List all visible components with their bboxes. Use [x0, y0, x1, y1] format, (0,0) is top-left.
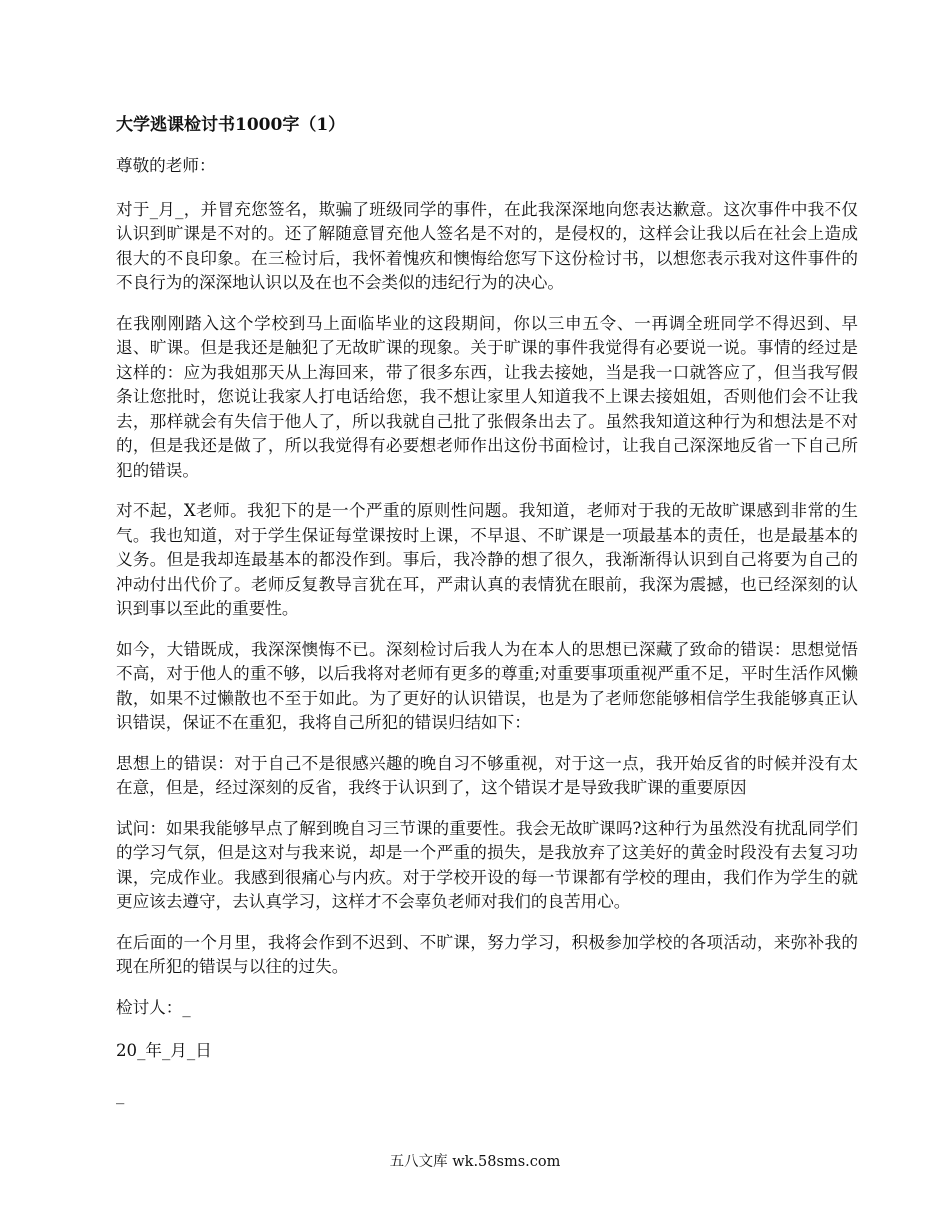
paragraph-6: 试问：如果我能够早点了解到晚自习三节课的重要性。我会无故旷课吗?这种行为虽然没有扰乱同学们的学习气氛，但是这对与我来说，却是一个严重的损失，是我放弃了这美好的黄金时段没有去复习功课，完成作业。我感到很痛心与内疚。对于学校开设的每一节课都有学校的理由，我们作为学生的就更应该去遵守，去认真学习，这样才不会辜负老师对我们的良苦用心。 — [116, 818, 858, 911]
date-line: 20_年_月_日 — [116, 1041, 212, 1060]
document-body — [116, 114, 858, 1126]
paragraph-3: 对不起，X老师。我犯下的是一个严重的原则性问题。我知道，老师对于我的无故旷课感到非常的生气。我也知道，对于学生保证每堂课按时上课，不早退、不旷课是一项最基本的责任，也是最基本的义务。但是我却连最基本的都没作到。事后，我冷静的想了很久，我渐渐得认识到自己将要为自己的冲动付出代价了。老师反复教导言犹在耳，严肃认真的表情犹在眼前，我深为震撼，也已经深刻的认识到事以至此的重要性。 — [116, 501, 858, 618]
signer-line: 检讨人：_ — [116, 997, 191, 1017]
paragraph-5: 思想上的错误：对于自己不是很感兴趣的晚自习不够重视，对于这一点，我开始反省的时候并没有太在意，但是，经过深刻的反省，我终于认识到了，这个错误才是导致我旷课的重要原因 — [116, 753, 858, 797]
paragraph-2: 在我刚刚踏入这个学校到马上面临毕业的这段期间，你以三申五令、一再调全班同学不得迟到、早退、旷课。但是我还是触犯了无故旷课的现象。关于旷课的事件我觉得有必要说一说。事情的经过是这样的：应为我姐那天从上海回来，带了很多东西，让我去接她，当是我一口就答应了，但当我写假条让您批时，您说让我家人打电话给您，我不想让家里人知道我不上课去接姐姐，否则他们会不让我去，那样就会有失信于他人了，所以我就自己批了张假条出去了。虽然我知道这种行为和想法是不对的，但是我还是做了，所以我觉得有必要想老师作出这份书面检讨，让我自己深深地反省一下自己所犯的错误。 — [116, 313, 858, 480]
footer-watermark: 五八文库 wk.58sms.com — [389, 1154, 561, 1170]
trailing-mark: _ — [116, 1084, 125, 1104]
paragraph-1: 对于_月_，并冒充您签名，欺骗了班级同学的事件，在此我深深地向您表达歉意。这次事件中我不仅认识到旷课是不对的。还了解随意冒充他人签名是不对的，是侵权的，这样会让我以后在社会上造成很大的不良印象。在三检讨后，我怀着愧疚和懊悔给您写下这份检讨书，以想您表示我对这件事件的不良行为的深深地认识以及在也不会类似的违纪行为的决心。 — [116, 199, 858, 292]
paragraph-4: 如今，大错既成，我深深懊悔不已。深刻检讨后我人为在本人的思想已深藏了致命的错误：思想觉悟不高，对于他人的重不够，以后我将对老师有更多的尊重;对重要事项重视严重不足，平时生活作风懒散，如果不过懒散也不至于如此。为了更好的认识错误，也是为了老师您能够相信学生我能够真正认识错误，保证不在重犯，我将自己所犯的错误归结如下： — [116, 639, 858, 732]
salutation: 尊敬的老师： — [116, 156, 216, 175]
paragraph-7: 在后面的一个月里，我将会作到不迟到、不旷课，努力学习，积极参加学校的各项活动，来弥补我的现在所犯的错误与以往的过失。 — [116, 932, 858, 976]
document-title: 大学逃课检讨书1000字（1） — [116, 115, 346, 135]
